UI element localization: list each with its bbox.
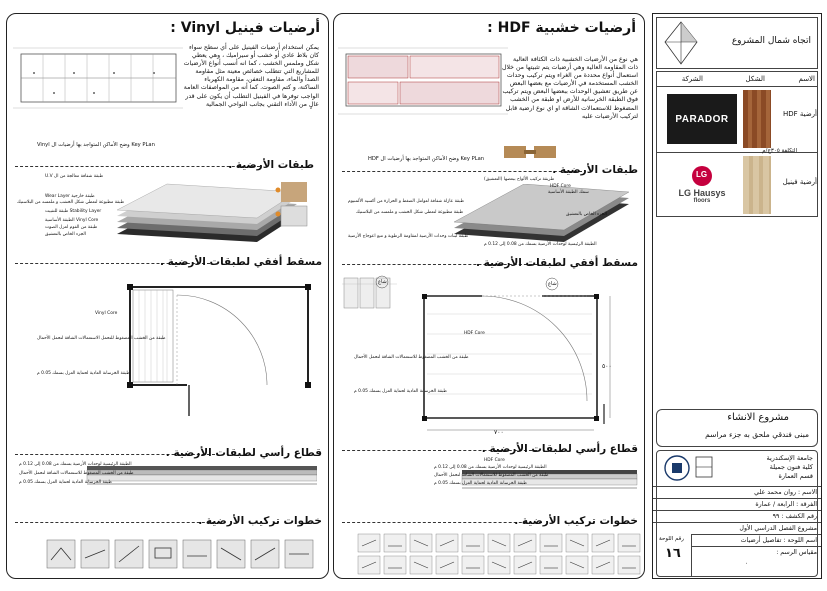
sheet-scale-label: مقياس الرسم :: [691, 546, 821, 558]
vinyl-plan-label: Vinyl Core: [95, 311, 118, 316]
university-line: قسم العمارة: [778, 472, 813, 480]
hdf-plan-dimension: ٧٠٠: [494, 429, 504, 436]
hdf-panel: [333, 13, 645, 579]
hdf-title: أرضيات خشبية HDF :: [487, 20, 636, 36]
hdf-plan-heading: مسقط أفقي لطبقات الأرضية .: [475, 257, 638, 269]
hdf-layers-diagram: [444, 184, 639, 244]
vinyl-section-label: الطبقة الرئيسية لوحدات الأرضية بسمك من 0.08 إلى 0.12 م: [19, 462, 132, 467]
sheet-number: ١٦: [665, 546, 681, 561]
vinyl-layer-label: طبقة مطبوعة لتعطي شكل الخشب و ملمسه من البلاستيك: [17, 200, 125, 205]
vinyl-section-heading: قطاع رأسي لطبقات الأرضية .: [165, 447, 322, 459]
lg-logo-symbol: LG: [696, 170, 708, 179]
hdf-section-label: طبقة من الخشب المضغوط للاستعمالات الشاقة لتحمل الأحمال: [434, 473, 549, 478]
vinyl-steps-heading: خطوات تركيب الأرضية .: [198, 515, 322, 527]
lg-logo-sub: floors: [693, 198, 711, 204]
divider: [342, 171, 582, 172]
vinyl-section-label: طبقة من الخشب المضغوط للاستعمالات الشاقة لتحمل الأحمال: [19, 471, 134, 476]
hdf-layer-label: HDF Core: [550, 184, 571, 189]
material-cost: التكلفة ٣٠٥ج/م: [762, 148, 797, 154]
sheet-number-label: رقم اللوحة: [659, 536, 684, 542]
hdf-section-label: HDF Core: [484, 458, 505, 463]
hdf-plan-label: طبقة من الخشب المضغوط للاستعمالات الشاقة لتحمل الأحمال: [354, 355, 469, 360]
hdf-section-label: الطبقة الرئيسية لوحدات الأرضية بسمك من 0.08 إلى 0.12 م: [434, 465, 547, 470]
materials-header-shape: الشكل: [745, 75, 765, 83]
sheet-name: اسم اللوحة : تفاصيل أرضيات: [691, 534, 821, 546]
faculty-emblem-icon: [693, 454, 715, 482]
university-line: جامعة الإسكندرية: [766, 454, 813, 462]
scale-value: ٠: [745, 560, 749, 567]
divider: [656, 86, 818, 87]
lg-logo-icon: [692, 166, 712, 186]
vinyl-plan-heading: مسقط أفقي لطبقات الأرضية .: [159, 256, 322, 268]
hdf-steps-heading: خطوات تركيب الأرضية .: [514, 515, 638, 527]
parador-logo: PARADOR: [667, 94, 737, 144]
project-heading: مشروع الانشاء: [727, 412, 789, 423]
hdf-swatch: [743, 90, 771, 148]
hdf-plan-tag: شاغ: [548, 281, 557, 287]
hdf-section-heading: قطاع رأسي لطبقات الأرضية .: [481, 443, 638, 455]
hdf-joint-detail: [502, 142, 562, 164]
materials-header-name: الاسم: [798, 75, 815, 83]
vinyl-plan-label: طبقة من الخشب المضغوط للتحمل الاستعمالات الشاقة لتحمل الأحمال: [37, 336, 166, 341]
university-emblem-icon: [663, 454, 691, 482]
student-year: الفرقة : الرابعة / عمارة: [653, 498, 821, 510]
title-block: [652, 13, 822, 579]
vinyl-layers-heading: طبقات الأرضية .: [228, 159, 314, 171]
lg-logo-text: LG Hausys: [678, 188, 726, 198]
north-title: اتجاه شمال المشروع: [731, 36, 811, 46]
hdf-layer-label: سمك الطبقة الأساسية: [548, 190, 589, 195]
hdf-plan-dimension: ٥٠٠: [602, 363, 612, 370]
vinyl-layer-photos: [275, 180, 309, 230]
vinyl-layer-label: الجزء الخاص بالتعشيق: [45, 232, 86, 237]
materials-header-company: الشركة: [681, 75, 703, 83]
hdf-intro: هي نوع من الأرضيات الخشبية ذات الكثافة العالية ذات المقاومة العالية وهي أرضيات يتم تثبيتها من خلال استعمال أنواع محددة من الغراء ويتم تركيب وحدات الخشب المستخدمة في الأرضيات مع بعضها البعض عن طريق تعشيق الوحدات ببعضها البعض ويتم تركيب فوق الطبقة الخرسانية للأرض او طبقة من الخشب المضغوط للاستعمالات الشاقة او اي نوع ارضية قابل لتركيب الأرضيات عليه: [501, 56, 638, 120]
divider: [15, 522, 220, 523]
vinyl-swatch: [743, 156, 771, 214]
vinyl-layer-label: طبقة من الفوم لعزل الصوت: [45, 225, 98, 230]
vinyl-layer-label: طبقة شفافة معالجة من ال U.V: [45, 174, 104, 179]
hdf-section-label: طبقة الخرسانة العادية لحماية العزل بسمك 0.05 م: [434, 481, 527, 486]
vinyl-section-label: طبقة الخرسانة العادية لحماية العزل بسمك 0.05 م: [19, 480, 112, 485]
vinyl-layer-label: Stability Layer طبقة للتثبيت: [45, 209, 102, 214]
divider: [342, 522, 542, 523]
hdf-layers-heading: طبقات الأرضية .: [552, 164, 638, 176]
hdf-layer-label: الطبقة الرئيسية لوحدات الأرضية بسمك من 0.08 إلى 0.12 م: [484, 242, 597, 247]
vinyl-title: أرضيات فينيل Vinyl :: [170, 20, 320, 36]
hdf-plan-tag: شاغ: [378, 279, 387, 285]
hdf-layer-label: طبقة لبنات وحدات الأرضية لمقاومة الرطوبة و منع اعوجاج الأرضية: [348, 234, 469, 239]
hdf-layer-label: طبقة عازلة شفافة لعوامل الضغط و الحرارة من أكسيد الألمنيوم: [348, 199, 465, 204]
hdf-layer-label: الجزء الخاص بالتعشيق: [566, 212, 607, 217]
vinyl-layer-label: طبقة خارجية Wear Layer: [45, 194, 95, 199]
lg-hausys-logo: [667, 159, 737, 211]
hdf-plan-label: HDF Core: [464, 331, 485, 336]
vinyl-key-plan: [13, 44, 183, 116]
hdf-installation-steps: [356, 532, 641, 578]
student-id: رقم الكشف : ٩٩: [653, 510, 821, 522]
hdf-layer-label: طريقة تركيب الألواح ببعضها (التعشيق): [484, 177, 555, 182]
divider: [691, 534, 692, 576]
material-name: أرضية فينيل: [782, 178, 817, 186]
semester: مشروع الفصل الدراسي الأول: [653, 522, 821, 534]
hdf-layer-label: طبقة مطبوعة لتعطي شكل الخشب و ملمسه من البلاستيك: [356, 210, 464, 215]
project-name: مبنى فندقي ملحق به جزء مراسم: [705, 430, 809, 439]
north-arrow-icon: [661, 20, 701, 66]
hdf-plan-label: طبقة الخرسانة العادية لحماية العزل بسمك 0.05 م: [354, 389, 447, 394]
vinyl-floor-plan: [117, 276, 322, 426]
vinyl-plan-label: طبقة الخرسانة العادية لحماية العزل بسمك 0.05 م: [37, 371, 130, 376]
vinyl-installation-steps: [45, 536, 320, 574]
vinyl-layer-label: Vinyl Core الطبقة الأساسية: [45, 218, 99, 223]
material-name: أرضية HDF: [782, 110, 817, 118]
vinyl-panel: [6, 13, 329, 579]
university-line: كلية فنون جميلة: [769, 463, 813, 471]
hdf-key-plan: [338, 44, 508, 122]
vinyl-intro: يمكن استخدام أرضيات الفينيل على أي سطح سواء كان بلاط عادي أو خشب أو سيراميك ، وهي يعطي شكل وملمس الخشب ، كما انه أنسب أنواع الأرضيات للمشاريع التي تتطلب خصائص معينة مثل مقاومة الصدأ والماء، مقاومة التعفن، مقاومة الكهرباء الساكنة، و كتم الصوت. كما أنه من المواصفات العامة الواجب توفرها في الفينيل التطلب أن يكون على قدر عالٍ من الأداء التقني بجانب النواحي الجمالية: [183, 44, 319, 108]
hdf-keyplan-note: Key PLan وضح الأماكن المتواجد بها أرضيات ال HDF: [368, 156, 485, 162]
vinyl-keyplan-note: Key PLan وضح الأماكن المتواجد بها أرضيات ال Vinyl: [37, 142, 155, 148]
divider: [15, 166, 260, 167]
student-name: الاسم : روان محمد علي: [653, 486, 821, 498]
